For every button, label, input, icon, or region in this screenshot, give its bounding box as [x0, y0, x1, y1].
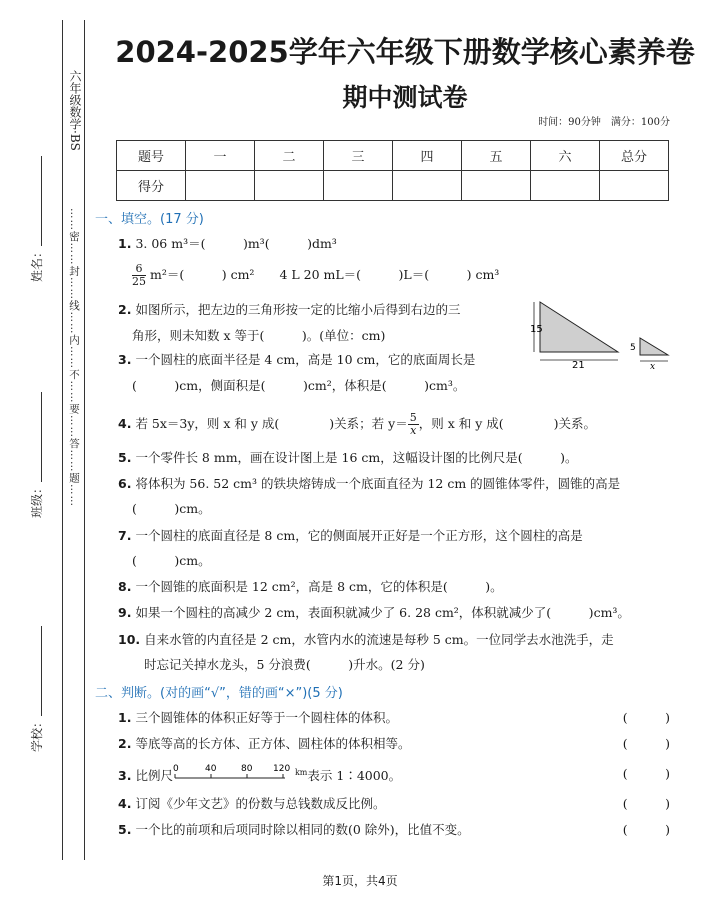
- question-10b: [144, 655, 425, 673]
- score-input-cell[interactable]: [255, 171, 324, 201]
- score-cell: 二: [255, 141, 324, 171]
- section-2-points: (对的画“√”，错的画“×”)(5 分): [160, 686, 343, 701]
- fraction-denominator: x: [410, 424, 417, 437]
- question-5: [118, 448, 578, 466]
- exam-meta: 时间：90分钟 满分：100分: [538, 117, 670, 128]
- score-cell: 三: [324, 141, 393, 171]
- section-2-title: 二、判断。: [95, 686, 161, 701]
- question-9: [118, 603, 630, 621]
- question-text: 一个圆锥的底面积是 12 cm²，高是 8 cm，它的体积是( )。: [135, 579, 503, 594]
- fraction-denominator: 25: [132, 275, 146, 288]
- scale-tick-label: 40: [204, 764, 217, 774]
- answer-paren-2[interactable]: ( ): [622, 736, 670, 751]
- page-footer: 第1页，共4页: [322, 874, 398, 888]
- big-height-label: 15: [530, 324, 543, 335]
- class-field[interactable]: [28, 392, 45, 518]
- score-cell: 总分: [600, 141, 669, 171]
- binding-grade-label: 六年级数学·BS: [68, 70, 82, 151]
- question-1a: [118, 234, 337, 252]
- judge-question-2: [118, 734, 410, 752]
- score-input-cell[interactable]: [531, 171, 600, 201]
- question-text: 订阅《少年文艺》的份数与总钱数成反比例。: [135, 796, 386, 811]
- small-base-label: x: [650, 362, 656, 372]
- scale-bar: [173, 762, 295, 784]
- binding-strip: [0, 0, 95, 914]
- question-number: 4.: [118, 416, 132, 431]
- question-text: 比例尺: [135, 768, 173, 783]
- section-1-heading: [95, 208, 204, 227]
- binding-line-outer: [84, 20, 85, 860]
- question-text: ( )cm。: [132, 553, 211, 568]
- school-field[interactable]: [28, 626, 45, 752]
- class-label: 班级：: [30, 481, 44, 518]
- score-input-cell[interactable]: [324, 171, 393, 201]
- answer-paren-4[interactable]: ( ): [622, 796, 670, 811]
- question-number: 5.: [118, 822, 132, 837]
- score-cell: 题号: [117, 141, 186, 171]
- question-text: 将体积为 56. 52 cm³ 的铁块熔铸成一个底面直径为 12 cm 的圆锥体零件，圆锥的高是: [135, 476, 621, 491]
- question-number: 3.: [118, 352, 132, 367]
- question-6a: [118, 474, 620, 492]
- triangle-diagram: [530, 300, 700, 372]
- score-table-score-row: [117, 171, 669, 201]
- question-text: 一个零件长 8 mm，画在设计图上是 16 cm，这幅设计图的比例尺是( )。: [135, 450, 578, 465]
- fraction-numerator: 6: [132, 263, 146, 276]
- question-4: [118, 412, 596, 437]
- question-number: 2.: [118, 736, 132, 751]
- question-number: 3.: [118, 768, 132, 783]
- question-8: [118, 577, 503, 595]
- question-text: 一个圆柱的底面直径是 8 cm，它的侧面展开正好是一个正方形，这个圆柱的高是: [135, 528, 583, 543]
- score-table: [116, 140, 669, 201]
- question-number: 5.: [118, 450, 132, 465]
- question-number: 6.: [118, 476, 132, 491]
- judge-question-1: [118, 708, 398, 726]
- answer-paren-3[interactable]: ( ): [622, 766, 670, 781]
- question-text: 若 5x＝3y，则 x 和 y 成( )关系；若 y＝: [135, 416, 408, 431]
- judge-question-3: [118, 762, 401, 784]
- name-field[interactable]: [28, 156, 45, 282]
- question-number: 8.: [118, 579, 132, 594]
- question-2a: [118, 300, 460, 318]
- question-text: 表示 1∶4000。: [307, 768, 402, 783]
- seal-line-text: ……密……封……线……内……不……要……答……题……: [68, 208, 80, 507]
- question-number: 1.: [118, 710, 132, 725]
- question-number: 2.: [118, 302, 132, 317]
- section-1-title: 一、填空。: [95, 212, 161, 227]
- score-cell: 一: [186, 141, 255, 171]
- question-text: 三个圆锥体的体积正好等于一个圆柱体的体积。: [135, 710, 398, 725]
- question-1b: [132, 263, 499, 288]
- fraction-5-x: [408, 412, 419, 437]
- judge-question-5: [118, 820, 470, 838]
- binding-line-inner: [62, 20, 63, 860]
- score-input-cell[interactable]: [462, 171, 531, 201]
- question-text: m²＝( ) cm² 4 L 20 mL＝( )L＝( ) cm³: [149, 267, 500, 282]
- score-cell: 六: [531, 141, 600, 171]
- answer-paren-5[interactable]: ( ): [622, 822, 670, 837]
- question-7a: [118, 526, 583, 544]
- score-cell: 得分: [117, 171, 186, 201]
- name-label: 姓名：: [30, 245, 44, 282]
- scale-tick-label: 0: [172, 764, 179, 774]
- question-text: 3. 06 m³＝( )m³( )dm³: [135, 236, 337, 251]
- question-3b: [132, 376, 465, 394]
- score-input-cell[interactable]: [600, 171, 669, 201]
- question-number: 4.: [118, 796, 132, 811]
- question-text: 时忘记关掉水龙头，5 分浪费( )升水。(2 分): [144, 657, 425, 672]
- question-3a: [118, 350, 475, 368]
- question-text: 等底等高的长方体、正方体、圆柱体的体积相等。: [135, 736, 411, 751]
- question-text: 一个比的前项和后项同时除以相同的数(0 除外)，比值不变。: [135, 822, 470, 837]
- section-2-heading: [95, 682, 343, 701]
- question-number: 10.: [118, 632, 141, 647]
- question-2b: [132, 326, 385, 344]
- scale-tick-label: 120: [272, 764, 291, 774]
- question-text: 自来水管的内直径是 2 cm，水管内水的流速是每秒 5 cm。一位同学去水池洗手，走: [144, 632, 614, 647]
- question-text: 一个圆柱的底面半径是 4 cm，高是 10 cm，它的底面周长是: [135, 352, 476, 367]
- score-input-cell[interactable]: [393, 171, 462, 201]
- question-number: 9.: [118, 605, 132, 620]
- fraction-numerator: 5: [409, 411, 417, 424]
- score-input-cell[interactable]: [186, 171, 255, 201]
- score-table-header-row: [117, 141, 669, 171]
- question-number: 1.: [118, 236, 132, 251]
- question-text: 如果一个圆柱的高减少 2 cm，表面积就减少了 6. 28 cm²，体积就减少了( )cm³。: [135, 605, 630, 620]
- question-text: ，则 x 和 y 成( )关系。: [418, 416, 596, 431]
- question-text: ( )cm。: [132, 501, 211, 516]
- answer-paren-1[interactable]: ( ): [622, 710, 670, 725]
- score-cell: 五: [462, 141, 531, 171]
- page-title: 2024-2025学年六年级下册数学核心素养卷: [115, 35, 695, 69]
- small-height-label: 5: [630, 343, 636, 353]
- question-text: 角形，则未知数 x 等于( )。(单位：cm): [132, 328, 386, 343]
- question-7b: [132, 551, 211, 569]
- page-subtitle: 期中测试卷: [342, 83, 468, 112]
- question-text: 如图所示，把左边的三角形按一定的比缩小后得到右边的三: [135, 302, 461, 317]
- judge-question-4: [118, 794, 385, 812]
- question-10a: [118, 630, 614, 648]
- section-1-points: (17 分): [160, 212, 204, 227]
- scale-tick-label: 80: [240, 764, 253, 774]
- question-6b: [132, 499, 211, 517]
- school-label: 学校：: [30, 715, 44, 752]
- question-number: 7.: [118, 528, 132, 543]
- scale-unit: km: [294, 767, 308, 777]
- fraction-6-25: [132, 263, 146, 288]
- score-cell: 四: [393, 141, 462, 171]
- question-text: ( )cm，侧面积是( )cm²，体积是( )cm³。: [132, 378, 466, 393]
- big-base-label: 21: [572, 360, 585, 371]
